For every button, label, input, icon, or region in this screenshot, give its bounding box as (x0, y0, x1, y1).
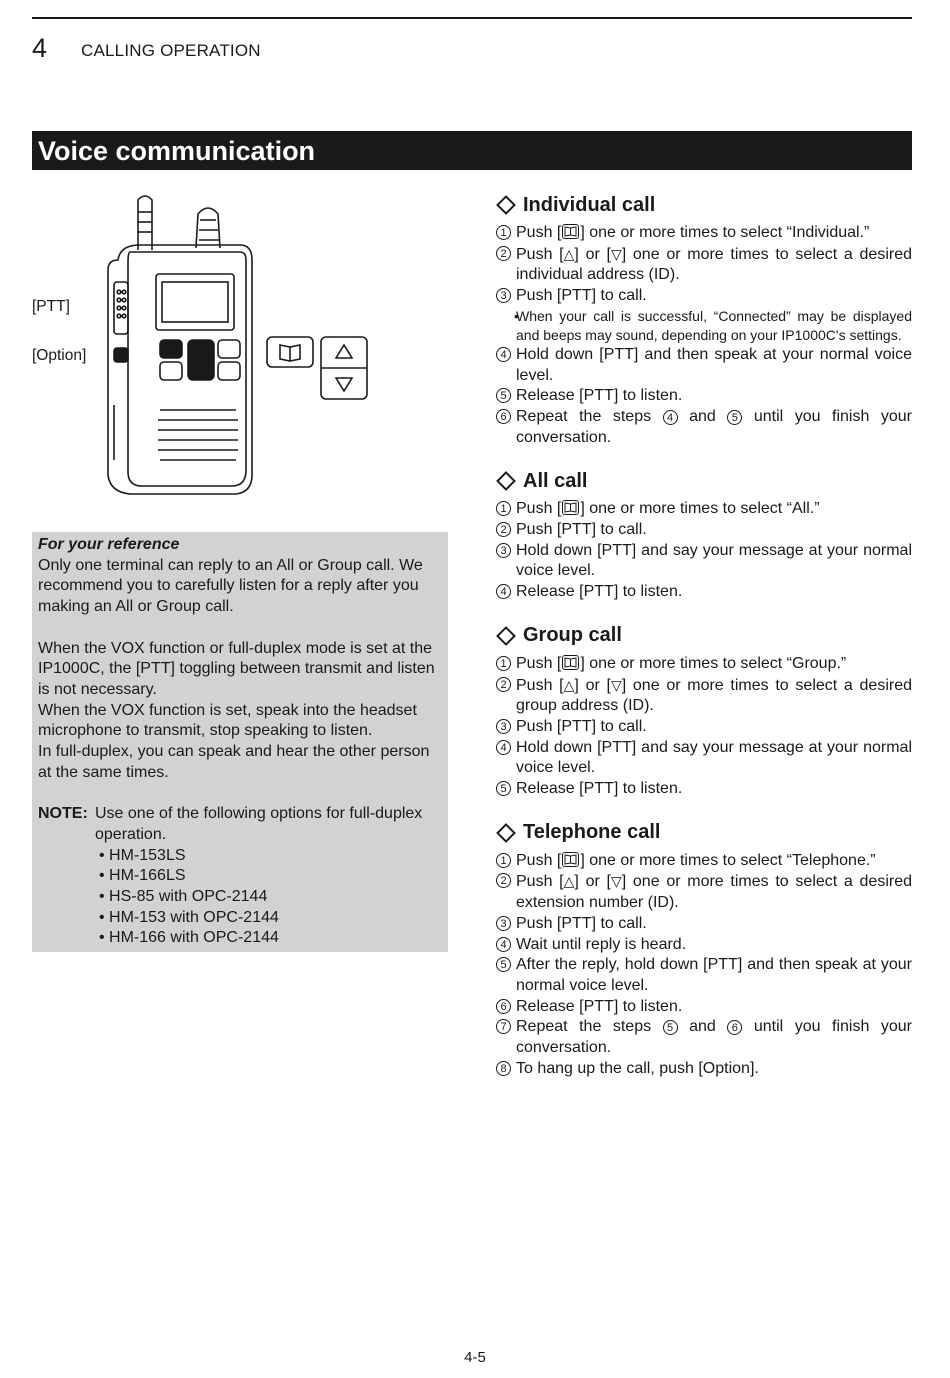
step-reference: 4 (663, 410, 678, 425)
reference-paragraph: Only one terminal can reply to an All or Group call. We recommend you to carefully listen for a reply after you making an All or Group call. (38, 556, 423, 616)
note-text: Use one of the following options for full-duplex operation. (95, 805, 423, 843)
down-key-icon: ▽ (610, 676, 622, 693)
list-item: 4 Release [PTT] to listen. (496, 582, 912, 603)
step-reference: 5 (727, 410, 742, 425)
list-item: 3 Hold down [PTT] and say your message at your normal voice level. (496, 541, 912, 582)
list-item: 3 Push [PTT] to call. (496, 717, 912, 738)
section-title: Voice communication (32, 131, 912, 170)
list-item: 4 Hold down [PTT] and say your message at your normal voice level. (496, 738, 912, 779)
book-key-icon (562, 852, 579, 867)
step-number: 7 (496, 1019, 511, 1034)
chapter-title: CALLING OPERATION (81, 41, 261, 60)
options-list (38, 846, 443, 950)
note-label: NOTE: (38, 805, 88, 823)
up-down-key-icon (320, 336, 368, 400)
list-item: 4 Wait until reply is heard. (496, 935, 912, 956)
list-item: 3 Push [PTT] to call. (496, 286, 912, 307)
step-number: 1 (496, 501, 511, 516)
telephone-call-steps (496, 851, 912, 1080)
note (38, 804, 443, 845)
individual-call-heading: Individual call (496, 190, 912, 220)
option-label: [Option] (32, 347, 87, 364)
book-key-icon (266, 336, 314, 368)
all-call-steps (496, 499, 912, 603)
list-item: 2 Push [△] or [▽] one or more times to select a desired extension number (ID). (496, 871, 912, 913)
step-number: 2 (496, 522, 511, 537)
book-key-icon (562, 655, 579, 670)
step-number: 2 (496, 246, 511, 261)
diamond-icon (496, 626, 516, 646)
step-number: 6 (496, 409, 511, 424)
group-call-steps (496, 654, 912, 800)
list-item: • HM-153 with OPC-2144 (99, 908, 279, 926)
diamond-icon (496, 471, 516, 491)
list-item: • HM-153LS (99, 846, 186, 864)
list-item: 5 Release [PTT] to listen. (496, 779, 912, 800)
step-reference: 6 (727, 1020, 742, 1035)
list-item: • When your call is successful, “Connected” may be displayed and beeps may sound, depending on your IP1000C's settings. (496, 307, 912, 345)
list-item: 2 Push [△] or [▽] one or more times to select a desired individual address (ID). (496, 244, 912, 286)
reference-box (32, 532, 448, 952)
step-number: 5 (496, 388, 511, 403)
book-key-icon (562, 500, 579, 515)
step-number: 3 (496, 543, 511, 558)
list-item: • HM-166 with OPC-2144 (99, 929, 279, 947)
list-item: 1 Push [ ] one or more times to select “Group.” (496, 654, 912, 675)
list-item: 4 Hold down [PTT] and then speak at your normal voice level. (496, 345, 912, 386)
step-number: 4 (496, 740, 511, 755)
up-key-icon: △ (563, 245, 575, 262)
list-item: 5 Release [PTT] to listen. (496, 386, 912, 407)
step-number: 5 (496, 781, 511, 796)
step-reference: 5 (663, 1020, 678, 1035)
ptt-label: [PTT] (32, 298, 70, 315)
step-number: 2 (496, 677, 511, 692)
right-column (496, 190, 912, 1080)
list-item: 3 Push [PTT] to call. (496, 914, 912, 935)
up-key-icon: △ (563, 676, 575, 693)
diamond-icon (496, 823, 516, 843)
step-number: 3 (496, 719, 511, 734)
step-number: 2 (496, 873, 511, 888)
step-number: 1 (496, 225, 511, 240)
step-number: 3 (496, 916, 511, 931)
radio-device-icon (100, 190, 260, 500)
list-item: • HS-85 with OPC-2144 (99, 887, 268, 905)
step-number: 1 (496, 853, 511, 868)
all-call-heading: All call (496, 466, 912, 496)
down-key-icon: ▽ (610, 245, 622, 262)
step-number: 5 (496, 957, 511, 972)
up-key-icon: △ (563, 873, 575, 890)
page-number: 4-5 (464, 1349, 486, 1366)
step-number: 4 (496, 347, 511, 362)
reference-paragraph: In full-duplex, you can speak and hear the other person at the same times. (38, 743, 430, 781)
book-key-icon (562, 224, 579, 239)
group-call-heading: Group call (496, 621, 912, 651)
list-item: • HM-166LS (99, 867, 186, 885)
step-number: 1 (496, 656, 511, 671)
reference-paragraph: When the VOX function is set, speak into the headset microphone to transmit, stop speaking to listen. (38, 701, 417, 740)
chapter-number: 4 (32, 33, 48, 63)
list-item: 2 Push [△] or [▽] one or more times to select a desired group address (ID). (496, 675, 912, 717)
list-item: 8 To hang up the call, push [Option]. (496, 1059, 912, 1080)
step-number: 6 (496, 999, 511, 1014)
list-item: 5 After the reply, hold down [PTT] and then speak at your normal voice level. (496, 955, 912, 996)
down-key-icon: ▽ (610, 873, 622, 890)
list-item: 1 Push [ ] one or more times to select “All.” (496, 499, 912, 520)
list-item: 1 Push [ ] one or more times to select “Individual.” (496, 223, 912, 244)
reference-title: For your reference (38, 536, 180, 553)
list-item: 6 Repeat the steps 4 and 5 until you finish your conversation. (496, 407, 912, 448)
individual-call-steps (496, 223, 912, 448)
header-rule (32, 17, 912, 19)
list-item: 1 Push [ ] one or more times to select “Telephone.” (496, 851, 912, 872)
step-number: 3 (496, 288, 511, 303)
step-number: 4 (496, 584, 511, 599)
list-item: 2 Push [PTT] to call. (496, 520, 912, 541)
list-item: 6 Release [PTT] to listen. (496, 997, 912, 1018)
reference-paragraph: When the VOX function or full-duplex mode is set at the IP1000C, the [PTT] toggling between transmit and listen is not necessary. (38, 639, 435, 698)
step-number: 8 (496, 1061, 511, 1076)
diamond-icon (496, 195, 516, 215)
list-item: 7 Repeat the steps 5 and 6 until you finish your conversation. (496, 1017, 912, 1058)
step-number: 4 (496, 937, 511, 952)
telephone-call-heading: Telephone call (496, 818, 912, 848)
